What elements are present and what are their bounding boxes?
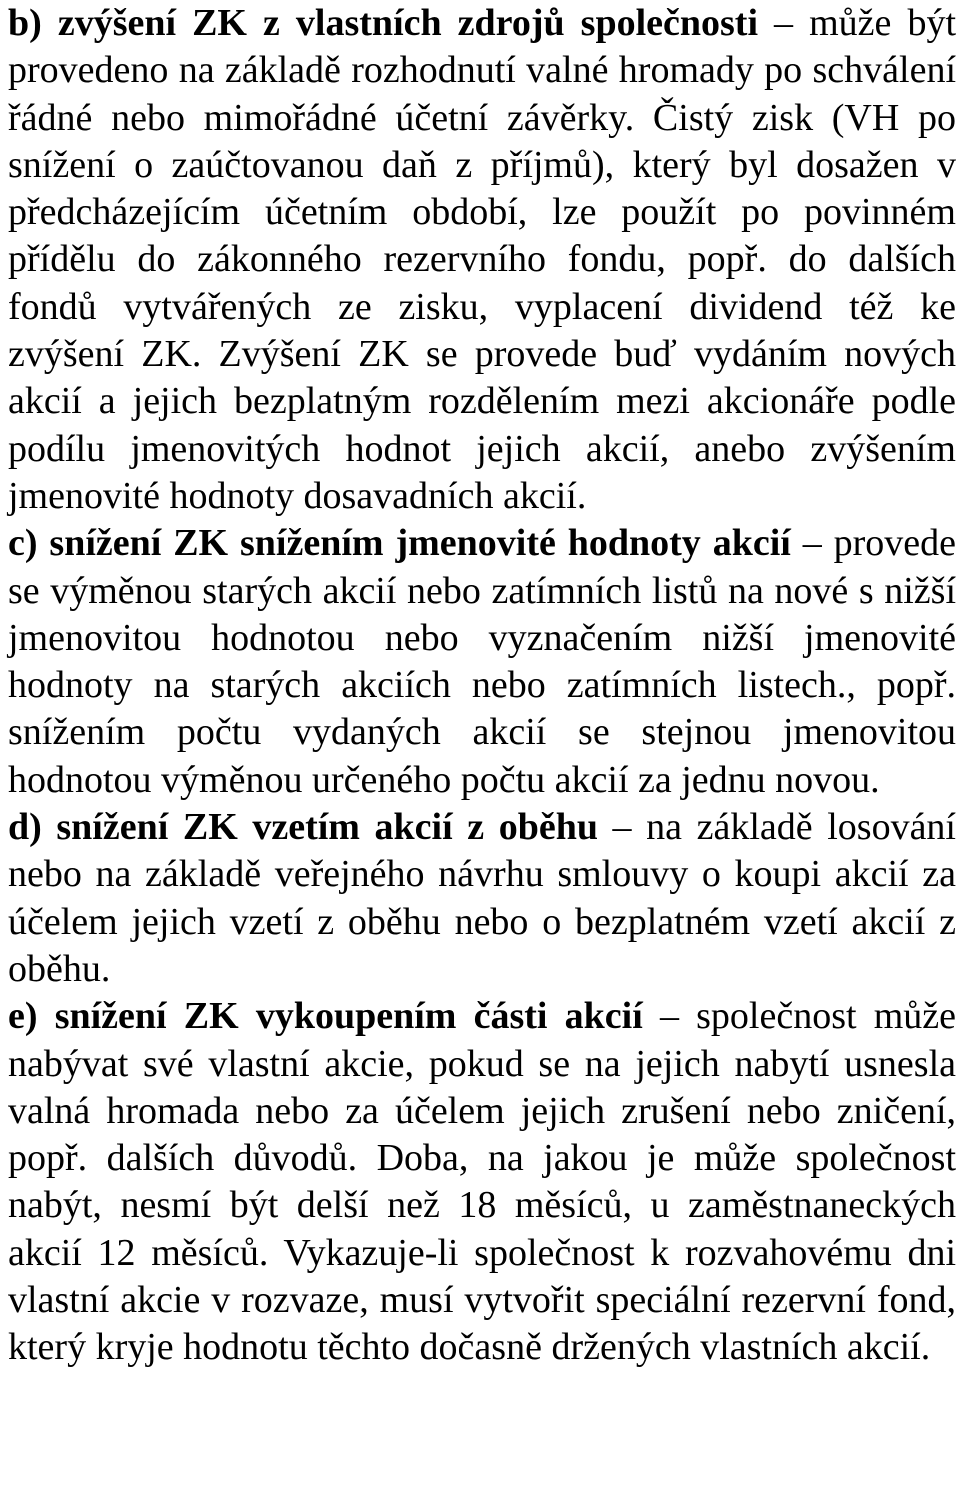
section-d-dash: – [597,806,647,849]
section-e-text: společnost může nabývat své vlastní akcie, pokud se na jejich nabytí usnesla valná hromada nebo za účelem jejich zrušení nebo zničení, popř. dalších důvodů. Doba, na jakou je může společnost nabýt, nesmí být delší než 18 měsíců, u zaměstnaneckých akcií 12 měsíců. Vykazuje-li společnost k rozvahovému dni vlastní akcie v rozvaze, musí vytvořit speciální rezervní fond, který kryje hodnotu těchto dočasně držených vlastních akcií. [8,995,957,1369]
section-d-heading: d) snížení ZK vzetím akcií z oběhu [8,806,598,849]
section-c-dash: – [790,522,834,565]
section-c-heading: c) snížení ZK snížením jmenovité hodnoty akcií [8,522,791,565]
section-b-heading: b) zvýšení ZK z vlastních zdrojů společnosti [8,2,759,44]
section-e-heading: e) snížení ZK vykoupením části akcií [8,995,643,1038]
section-d-text: na základě losování nebo na základě veřejného návrhu smlouvy o koupi akcií za účelem jejich vzetí z oběhu nebo o bezplatném vzetí akcií z oběhu. [8,806,956,990]
section-c [8,520,956,804]
section-b-text: může být provedeno na základě rozhodnutí valné hromady po schválení řádné nebo mimořádné účetní závěrky. Čistý zisk (VH po snížení o zaúčtovanou daň z příjmů), který byl dosažen v předcházejícím účetním období, lze použít po povinném přídělu do zákonného rezervního fondu, popř. do dalších fondů vytvářených ze zisku, vyplacení dividend též ke zvýšení ZK. Zvýšení ZK se provede buď vydáním nových akcií a jejich bezplatným rozdělením mezi akcionáře podle podílu jmenovitých hodnot jejich akcií, anebo zvýšením jmenovité hodnoty dosavadních akcií. [8,2,956,517]
section-c-text: provede se výměnou starých akcií nebo zatímních listů na nové s nižší jmenovitou hodnotou nebo vyznačením nižší jmenovité hodnoty na starých akciích nebo zatímních listech., popř. snížením počtu vydaných akcií se stejnou jmenovitou hodnotou výměnou určeného počtu akcií za jednu novou. [8,522,956,801]
section-e [8,993,956,1371]
section-b-dash: – [758,2,810,44]
section-d [8,804,956,993]
section-b [8,0,956,520]
section-e-dash: – [642,995,697,1038]
